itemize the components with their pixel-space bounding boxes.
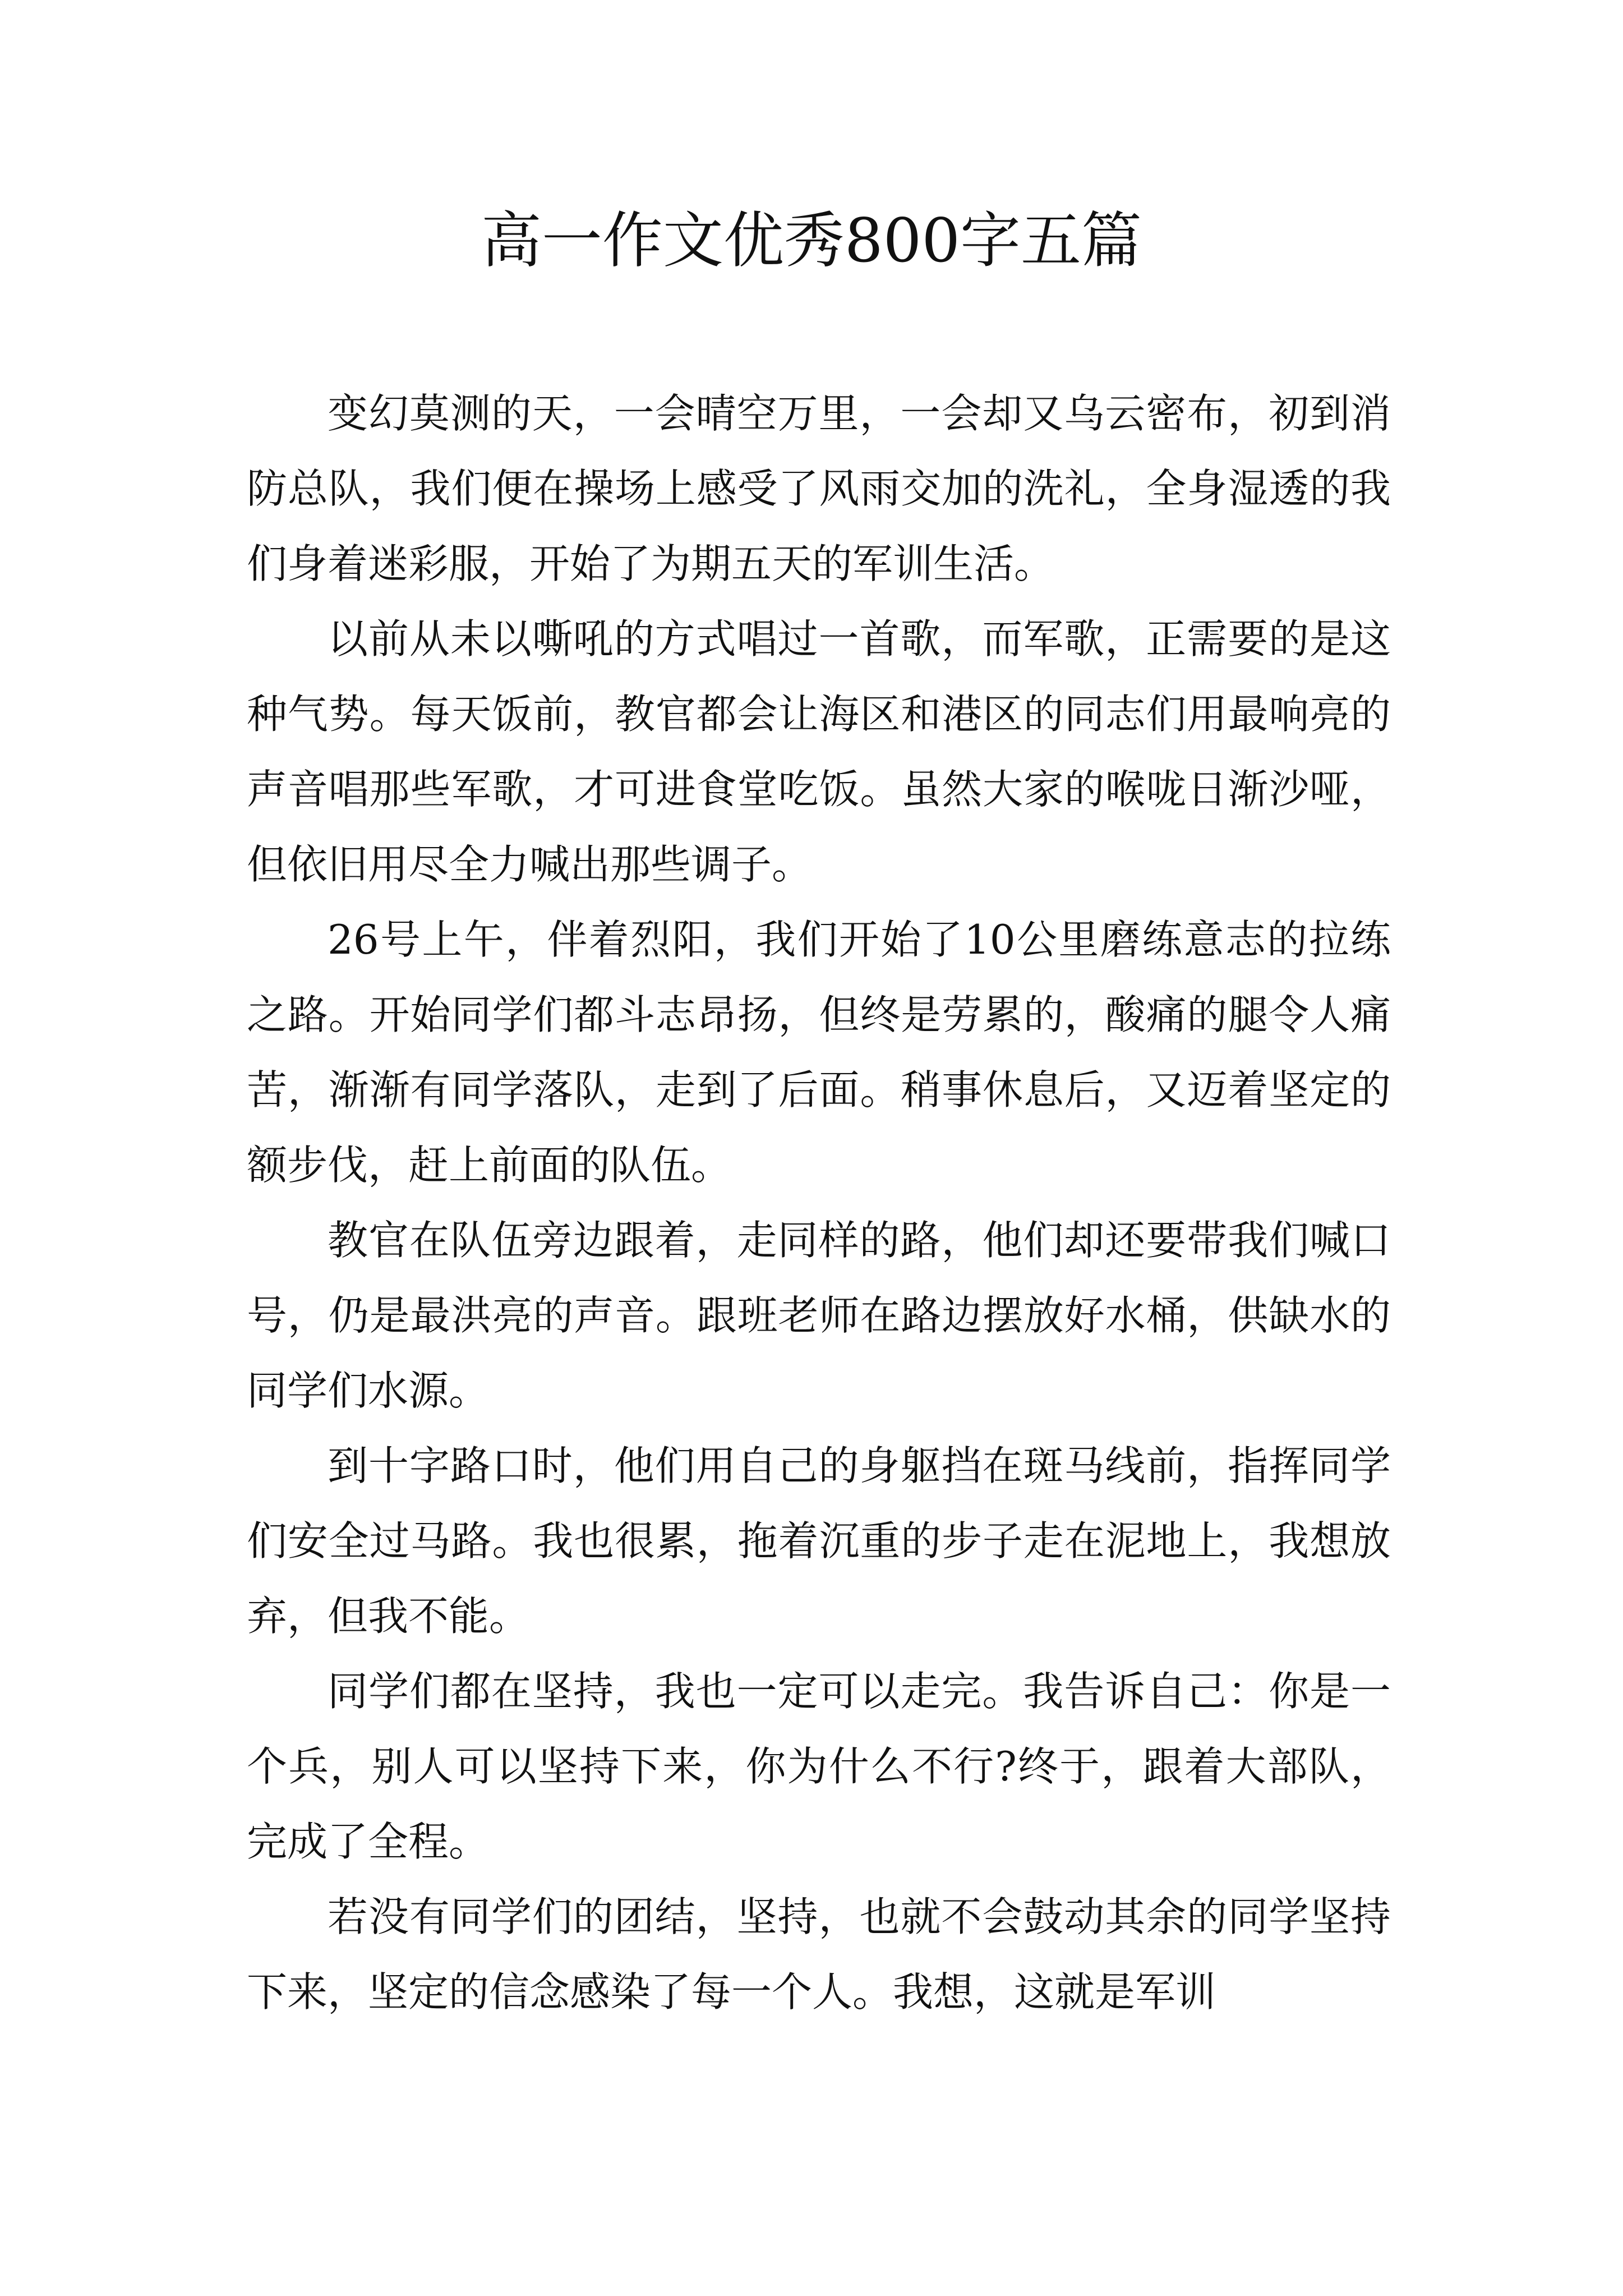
paragraph: 变幻莫测的天，一会晴空万里，一会却又乌云密布，初到消防总队，我们便在操场上感受了风雨交加的洗礼，全身湿透的我们身着迷彩服，开始了为期五天的军训生活。 bbox=[247, 390, 1391, 587]
paragraph: 到十字路口时，他们用自己的身躯挡在斑马线前，指挥同学们安全过马路。我也很累，拖着沉重的步子走在泥地上，我想放弃，但我不能。 bbox=[247, 1442, 1391, 1640]
document-title: 高一作文优秀800字五篇 bbox=[481, 206, 1142, 276]
paragraph: 同学们都在坚持，我也一定可以走完。我告诉自己：你是一个兵，别人可以坚持下来，你为什么不行?终于，跟着大部队，完成了全程。 bbox=[247, 1668, 1391, 1865]
paragraph: 以前从未以嘶吼的方式唱过一首歌，而军歌，正需要的是这种气势。每天饭前，教官都会让海区和港区的同志们用最响亮的声音唱那些军歌，才可进食堂吃饭。虽然大家的喉咙日渐沙哑，但依旧用尽全力喊出那些调子。 bbox=[247, 615, 1391, 888]
paragraph: 教官在队伍旁边跟着，走同样的路，他们却还要带我们喊口号，仍是最洪亮的声音。跟班老师在路边摆放好水桶，供缺水的同学们水源。 bbox=[247, 1217, 1391, 1414]
document-body bbox=[247, 376, 1391, 2030]
paragraph: 若没有同学们的团结，坚持，也就不会鼓动其余的同学坚持下来，坚定的信念感染了每一个人。我想，这就是军训 bbox=[247, 1893, 1391, 2016]
paragraph: 26号上午，伴着烈阳，我们开始了10公里磨练意志的拉练之路。开始同学们都斗志昂扬，但终是劳累的，酸痛的腿令人痛苦，渐渐有同学落队，走到了后面。稍事休息后，又迈着坚定的额步伐，赶上前面的队伍。 bbox=[247, 916, 1391, 1189]
